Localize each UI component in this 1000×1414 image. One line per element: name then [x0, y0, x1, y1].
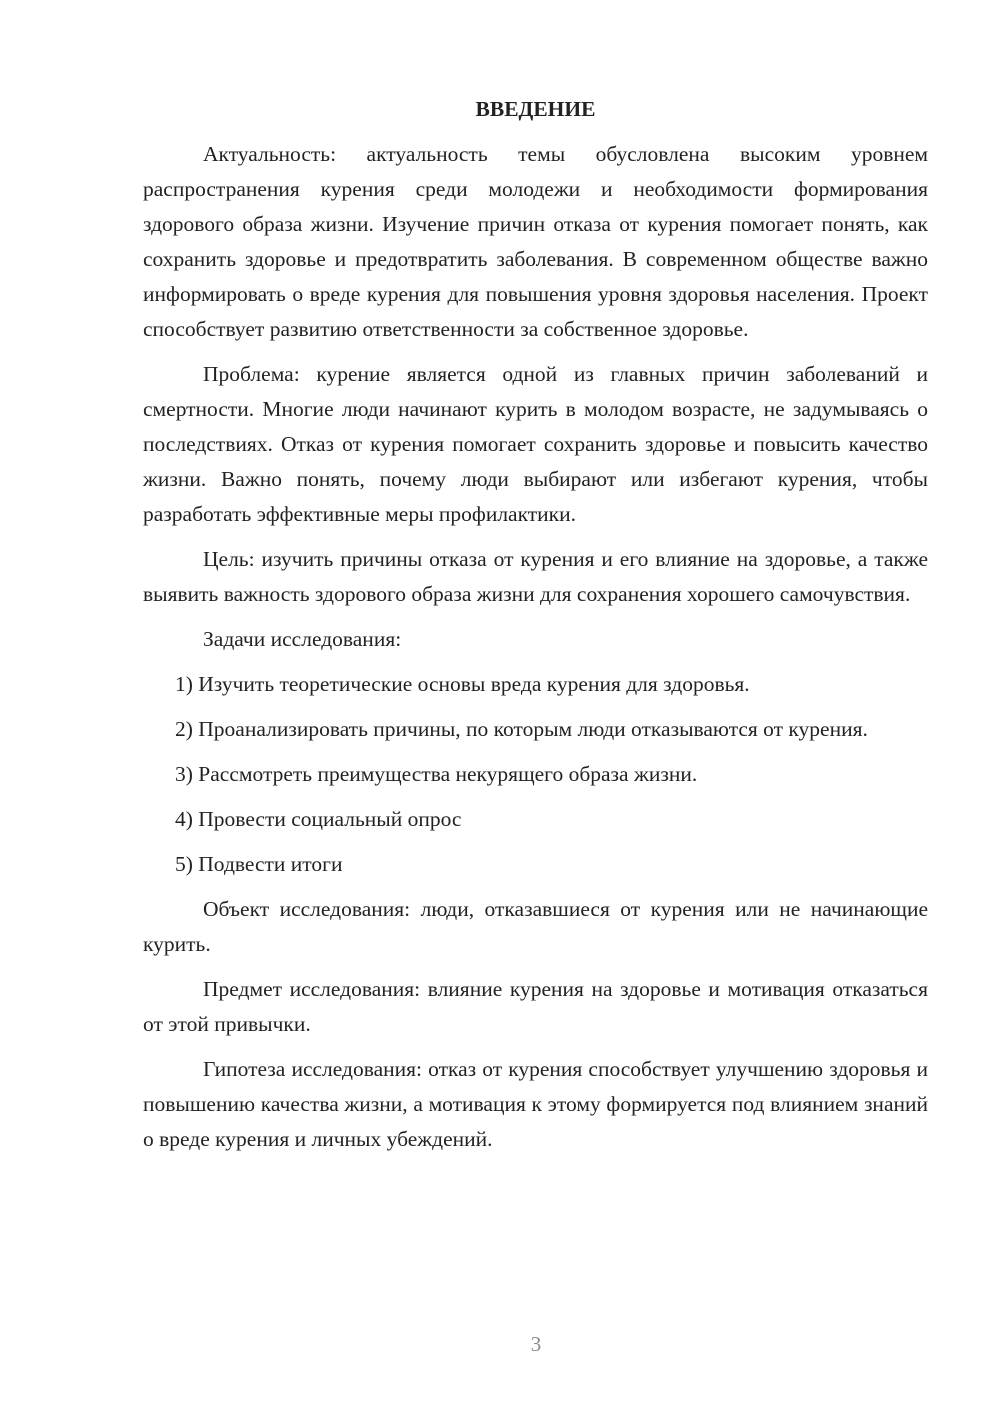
task-item-2: 2) Проанализировать причины, по которым люди отказываются от курения. [175, 717, 868, 741]
task-item-3: 3) Рассмотреть преимущества некурящего образа жизни. [175, 762, 698, 786]
task-item-1: 1) Изучить теоретические основы вреда курения для здоровья. [175, 672, 750, 696]
page-number: 3 [530, 1332, 542, 1356]
task-item-4: 4) Провести социальный опрос [175, 807, 462, 831]
paragraph-relevance: Актуальность: актуальность темы обусловлена высоким уровнем распространения курения среди молодежи и необходимости формирования здорового образа жизни. Изучение причин отказа от курения помогает понять, как сохранить здоровье и предотвратить заболевания. В современном обществе важно информировать о вреде курения для повышения уровня здоровья населения. Проект способствует развитию ответственности за собственное здоровье. [143, 142, 928, 341]
paragraph-goal: Цель: изучить причины отказа от курения и его влияние на здоровье, а также выявить важность здорового образа жизни для сохранения хорошего самочувствия. [143, 547, 928, 606]
task-item-5: 5) Подвести итоги [175, 852, 343, 876]
paragraph-subject: Предмет исследования: влияние курения на здоровье и мотивация отказаться от этой привычки. [143, 977, 928, 1036]
page-title: ВВЕДЕНИЕ [475, 97, 596, 121]
paragraph-object: Объект исследования: люди, отказавшиеся от курения или не начинающие курить. [143, 897, 928, 956]
tasks-title: Задачи исследования: [203, 627, 402, 651]
paragraph-hypothesis: Гипотеза исследования: отказ от курения способствует улучшению здоровья и повышению качества жизни, а мотивация к этому формируется под влиянием знаний о вреде курения и личных убеждений. [143, 1057, 928, 1151]
paragraph-problem: Проблема: курение является одной из главных причин заболеваний и смертности. Многие люди начинают курить в молодом возрасте, не задумываясь о последствиях. Отказ от курения помогает сохранить здоровье и повысить качество жизни. Важно понять, почему люди выбирают или избегают курения, чтобы разработать эффективные меры профилактики. [143, 362, 928, 526]
page-content [143, 92, 928, 1167]
